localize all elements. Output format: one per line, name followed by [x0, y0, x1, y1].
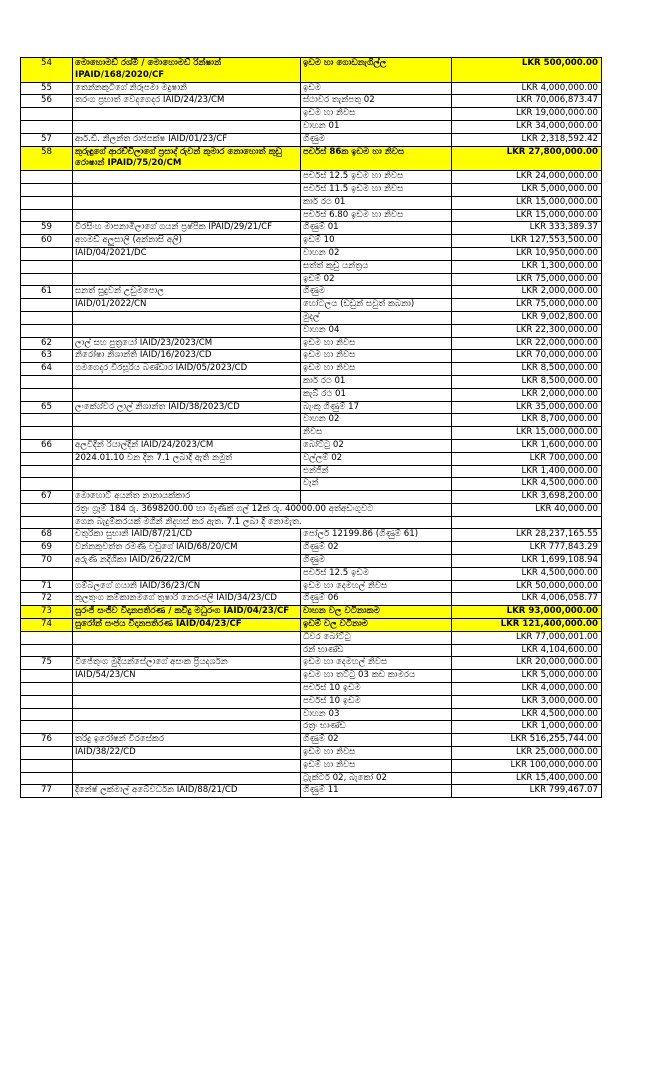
row-number-cell: 70	[21, 555, 73, 568]
asset-cell: ඉඩම හා නිවස	[301, 350, 452, 363]
row-number-cell: 60	[21, 235, 73, 248]
name-case-cell	[73, 695, 301, 708]
row-number-cell: 74	[21, 619, 73, 632]
amount-cell: LKR 19,000,000.00	[452, 108, 602, 121]
asset-cell: පර්චස් 10 ඉඩම	[301, 695, 452, 708]
row-number-cell	[21, 171, 73, 184]
row-number-cell: 73	[21, 606, 73, 619]
name-case-cell: අහමඩ් අලුසාලි (අන්නාසි අලි)	[73, 235, 301, 248]
name-case-cell	[73, 631, 301, 644]
asset-cell: වාහන 01	[301, 120, 452, 133]
amount-cell: LKR 100,000,000.00	[452, 759, 602, 772]
row-number-cell: 58	[21, 146, 73, 171]
row-number-cell	[21, 299, 73, 312]
table-row	[21, 555, 602, 568]
asset-cell: ඉඩම හා දෙමහල් නිවස	[301, 580, 452, 593]
table-row	[21, 247, 602, 260]
asset-cell: එන්ජින්	[301, 465, 452, 478]
table-row	[21, 503, 602, 516]
asset-cell: ඉඩම් 10	[301, 235, 452, 248]
table-row	[21, 427, 602, 440]
amount-cell: LKR 40,000.00	[452, 503, 602, 516]
amount-cell: LKR 24,000,000.00	[452, 171, 602, 184]
asset-cell: රත්‍රං භාණ්ඩ	[301, 721, 452, 734]
table-row	[21, 209, 602, 222]
amount-cell: LKR 2,000,000.00	[452, 388, 602, 401]
row-number-cell	[21, 324, 73, 337]
asset-cell: වාහන 02	[301, 247, 452, 260]
row-number-cell	[21, 478, 73, 491]
row-number-cell	[21, 311, 73, 324]
row-number-cell: 76	[21, 734, 73, 747]
amount-cell: LKR 70,000,000.00	[452, 350, 602, 363]
name-case-cell: දිනේෂ් ලක්මාල් අබේවර්ධන IAID/88/21/CD	[73, 785, 301, 798]
amount-cell: LKR 799,467.07	[452, 785, 602, 798]
amount-cell: LKR 15,400,000.00	[452, 772, 602, 785]
name-case-cell	[73, 721, 301, 734]
table-row	[21, 324, 602, 337]
table-row	[21, 82, 602, 95]
asset-cell: කාර් රථ 01	[301, 196, 452, 209]
amount-cell: LKR 1,699,108.94	[452, 555, 602, 568]
name-case-cell	[73, 324, 301, 337]
amount-cell: LKR 9,002,800.00	[452, 311, 602, 324]
table-row	[21, 529, 602, 542]
row-number-cell: 61	[21, 286, 73, 299]
name-case-cell	[73, 171, 301, 184]
amount-cell: LKR 1,000,000.00	[452, 721, 602, 734]
name-case-cell: IAID/04/2021/DC	[73, 247, 301, 260]
amount-cell: LKR 75,000,000.00	[452, 299, 602, 312]
name-case-cell: චතුරිකා සුභානි IAID/87/21/CD	[73, 529, 301, 542]
name-case-cell	[73, 427, 301, 440]
asset-cell: ට්‍රැක්ටර් 02, බැකෝ 02	[301, 772, 452, 785]
amount-cell: LKR 27,800,000.00	[452, 146, 602, 171]
row-number-cell: 66	[21, 439, 73, 452]
name-case-cell: වීරසිංහ මාපනාමිලාගේ ගයන් ප්‍රෂ්පික IPAID/29/21/CF	[73, 222, 301, 235]
asset-cell: ගිණුම් 02	[301, 734, 452, 747]
row-number-cell	[21, 772, 73, 785]
row-number-cell: 56	[21, 95, 73, 108]
table-row	[21, 683, 602, 696]
row-number-cell: 55	[21, 82, 73, 95]
name-case-cell: IAID/54/23/CN	[73, 670, 301, 683]
amount-cell: LKR 93,000,000.00	[452, 606, 602, 619]
name-case-cell	[73, 273, 301, 286]
table-row	[21, 747, 602, 760]
table-row	[21, 95, 602, 108]
asset-cell: පෝලර් 12199.86 (ගිණුම් 61)	[301, 529, 452, 542]
amount-cell: LKR 3,000,000.00	[452, 695, 602, 708]
table-row	[21, 439, 602, 452]
name-case-cell: IAID/38/22/CD	[73, 747, 301, 760]
name-case-cell: තරංග ප්‍රභාත් වෙදගෙදර IAID/24/23/CM	[73, 95, 301, 108]
name-case-cell	[73, 478, 301, 491]
row-number-cell	[21, 631, 73, 644]
table-row	[21, 260, 602, 273]
table-row	[21, 414, 602, 427]
row-number-cell	[21, 375, 73, 388]
asset-cell: පර්චස් 12.5 ඉඩම හා නිවස	[301, 171, 452, 184]
row-number-cell	[21, 567, 73, 580]
asset-table	[20, 57, 602, 798]
asset-cell: පර්චස් 6.80 ඉඩම හා නිවස	[301, 209, 452, 222]
asset-cell: බැංකු ගිණුම් 17	[301, 401, 452, 414]
name-case-cell: 2024.01.10 වන දින 7.1 ලබාදී ඇති නමුත්	[73, 452, 301, 465]
table-row	[21, 491, 602, 504]
asset-cell: ධීවර බෝට්ටු	[301, 631, 452, 644]
table-row	[21, 388, 602, 401]
table-row	[21, 286, 602, 299]
table-row	[21, 183, 602, 196]
row-number-cell	[21, 452, 73, 465]
name-case-cell: මොහොමඩ් රශ්මි / මොහොමඩ් රින්ෂාන් IPAID/168/2020/CF	[73, 58, 301, 83]
asset-cell: ඉඩම් වල වටිනාම	[301, 619, 452, 632]
amount-cell: LKR 15,000,000.00	[452, 209, 602, 222]
row-number-cell: 63	[21, 350, 73, 363]
row-number-cell	[21, 196, 73, 209]
asset-cell: ඉඩම හා දෙමහල් නිවස	[301, 657, 452, 670]
table-row	[21, 593, 602, 606]
asset-cell: ගිණුම	[301, 286, 452, 299]
asset-cell: බෝට්ටු 02	[301, 439, 452, 452]
table-row	[21, 337, 602, 350]
asset-cell: නිවස	[301, 427, 452, 440]
name-case-cell: IAID/01/2022/CN	[73, 299, 301, 312]
name-case-cell	[73, 209, 301, 222]
row-number-cell	[21, 427, 73, 440]
table-row	[21, 108, 602, 121]
row-number-cell: 54	[21, 58, 73, 83]
row-number-cell: 57	[21, 133, 73, 146]
amount-cell: LKR 3,698,200.00	[452, 491, 602, 504]
amount-cell: LKR 4,104,600.00	[452, 644, 602, 657]
table-row	[21, 363, 602, 376]
name-case-cell	[73, 414, 301, 427]
table-row	[21, 708, 602, 721]
table-row	[21, 759, 602, 772]
amount-cell: LKR 1,400,000.00	[452, 465, 602, 478]
asset-cell: සත්ත් කුඩු යන්ත්‍රය	[301, 260, 452, 273]
name-case-cell: අලවිදින් රියාල්දීන් IAID/24/2023/CM	[73, 439, 301, 452]
asset-cell: ගිණුම් 11	[301, 785, 452, 798]
amount-cell: LKR 500,000.00	[452, 58, 602, 83]
name-case-cell	[73, 183, 301, 196]
amount-cell: LKR 4,500,000.00	[452, 567, 602, 580]
row-number-cell: 69	[21, 542, 73, 555]
name-case-cell: තෙන්නකුටිගේ නිරූපමා මදුෂානි	[73, 82, 301, 95]
table-row	[21, 785, 602, 798]
row-number-cell: 77	[21, 785, 73, 798]
table-row	[21, 222, 602, 235]
amount-cell: LKR 34,000,000.00	[452, 120, 602, 133]
name-case-cell: මොහොට් අයන්ත නානායක්කාර	[73, 491, 301, 504]
row-number-cell	[21, 683, 73, 696]
name-case-cell: ආර්.ඩී. නිලන්ත රාජපක්ෂ IAID/01/23/CF	[73, 133, 301, 146]
asset-cell: ගිණුම	[301, 555, 452, 568]
table-row	[21, 721, 602, 734]
row-number-cell	[21, 759, 73, 772]
row-number-cell	[21, 108, 73, 121]
asset-cell: වාහන 02	[301, 414, 452, 427]
note-cell: ගෙන බැදුම්කරයක් මගින් නිදහස් කර ඇත. 7.1 ලබා දී නොමැත.	[73, 516, 452, 529]
name-case-cell	[73, 772, 301, 785]
table-row	[21, 58, 602, 83]
amount-cell: LKR 70,006,873.47	[452, 95, 602, 108]
name-case-cell: සනත් සුදුවන් උඩුමපොල	[73, 286, 301, 299]
table-row	[21, 542, 602, 555]
amount-cell: LKR 35,000,000.00	[452, 401, 602, 414]
amount-cell: LKR 4,500,000.00	[452, 478, 602, 491]
amount-cell: LKR 4,000,000.00	[452, 683, 602, 696]
asset-cell: හෝටලය (ඩඩුන් සවුත් කබනා)	[301, 299, 452, 312]
asset-cell: ඉඩම හා තට්ටු 03 කඩ කාමරය	[301, 670, 452, 683]
asset-cell: ඉඩම හා නිවස	[301, 747, 452, 760]
asset-cell	[301, 491, 452, 504]
table-row	[21, 580, 602, 593]
table-row	[21, 567, 602, 580]
row-number-cell	[21, 708, 73, 721]
amount-cell: LKR 8,700,000.00	[452, 414, 602, 427]
name-case-cell	[73, 465, 301, 478]
name-case-cell	[73, 375, 301, 388]
row-number-cell	[21, 503, 73, 516]
asset-cell: ඉඩම් 02	[301, 273, 452, 286]
row-number-cell: 72	[21, 593, 73, 606]
row-number-cell	[21, 209, 73, 222]
table-row	[21, 299, 602, 312]
table-row	[21, 606, 602, 619]
amount-cell: LKR 4,006,058.77	[452, 593, 602, 606]
amount-cell: LKR 28,237,165.55	[452, 529, 602, 542]
name-case-cell: කුලතුංග කම්කානමගේ තුෂාරි නෙරංජලී IAID/34/23/CD	[73, 593, 301, 606]
row-number-cell: 62	[21, 337, 73, 350]
asset-cell: වෑන්	[301, 478, 452, 491]
asset-cell: පර්චස් 12.5 ඉඩම	[301, 567, 452, 580]
row-number-cell: 59	[21, 222, 73, 235]
table-row	[21, 516, 602, 529]
asset-cell: වාහන 03	[301, 708, 452, 721]
amount-cell: LKR 777,843.29	[452, 542, 602, 555]
row-number-cell	[21, 183, 73, 196]
amount-cell: LKR 4,500,000.00	[452, 708, 602, 721]
amount-cell: LKR 77,000,001.00	[452, 631, 602, 644]
asset-cell: ඉඩම	[301, 82, 452, 95]
amount-cell: LKR 5,000,000.00	[452, 183, 602, 196]
table-row	[21, 146, 602, 171]
row-number-cell	[21, 414, 73, 427]
asset-cell: ඉඩම් හා නිවස	[301, 759, 452, 772]
row-number-cell	[21, 695, 73, 708]
row-number-cell	[21, 465, 73, 478]
amount-cell: LKR 516,255,744.00	[452, 734, 602, 747]
asset-cell: පර්චස් 86ක ඉඩම හා නිවස	[301, 146, 452, 171]
name-case-cell: කුරුඳුගේ ආරච්චිලාගේ ප්‍රසාද් රුවන් කුමාර නොහොත් කුඩු රොෂාන් IPAID/75/20/CM	[73, 146, 301, 171]
table-row	[21, 644, 602, 657]
amount-cell: LKR 1,600,000.00	[452, 439, 602, 452]
row-number-cell: 68	[21, 529, 73, 542]
amount-cell: LKR 75,000,000.00	[452, 273, 602, 286]
table-row	[21, 695, 602, 708]
table-row	[21, 196, 602, 209]
asset-cell: ගිණුම	[301, 133, 452, 146]
name-case-cell	[73, 708, 301, 721]
table-row	[21, 311, 602, 324]
name-case-cell	[73, 196, 301, 209]
amount-cell: LKR 20,000,000.00	[452, 657, 602, 670]
name-case-cell: විජේතුංග මුදියන්සේලාගේ අසංක ප්‍රියදර්ශන	[73, 657, 301, 670]
asset-table-body	[21, 58, 602, 798]
amount-cell: LKR 25,000,000.00	[452, 747, 602, 760]
table-row	[21, 478, 602, 491]
row-number-cell: 64	[21, 363, 73, 376]
name-case-cell: ගම්බලගේ ගයානි IAID/36/23/CN	[73, 580, 301, 593]
name-case-cell	[73, 567, 301, 580]
amount-cell: LKR 333,389.37	[452, 222, 602, 235]
name-case-cell	[73, 388, 301, 401]
asset-cell: ගිණුම් 01	[301, 222, 452, 235]
amount-cell: LKR 15,000,000.00	[452, 427, 602, 440]
amount-cell: LKR 15,000,000.00	[452, 196, 602, 209]
amount-cell: LKR 8,500,000.00	[452, 363, 602, 376]
asset-cell: වල්ලම් 02	[301, 452, 452, 465]
amount-cell	[452, 516, 602, 529]
table-row	[21, 235, 602, 248]
asset-cell: මුදල්	[301, 311, 452, 324]
asset-cell: වාහන 04	[301, 324, 452, 337]
table-row	[21, 657, 602, 670]
name-case-cell: සුරෝන් සංජය විදානපතිරණ IAID/04/23/CF	[73, 619, 301, 632]
asset-cell: පර්චස් 11.5 ඉඩම හා නිවස	[301, 183, 452, 196]
row-number-cell: 75	[21, 657, 73, 670]
row-number-cell	[21, 388, 73, 401]
table-row	[21, 631, 602, 644]
amount-cell: LKR 22,300,000.00	[452, 324, 602, 337]
asset-cell: කැබ් රථ 01	[301, 388, 452, 401]
row-number-cell	[21, 644, 73, 657]
name-case-cell	[73, 120, 301, 133]
name-case-cell	[73, 644, 301, 657]
amount-cell: LKR 10,950,000.00	[452, 247, 602, 260]
asset-cell: පර්චස් 10 ඉඩම	[301, 683, 452, 696]
asset-cell: ස්ථාවර තැන්පතු 02	[301, 95, 452, 108]
row-number-cell: 67	[21, 491, 73, 504]
table-row	[21, 401, 602, 414]
asset-cell: ඉඩම හා නිවස	[301, 363, 452, 376]
asset-cell: කාර් රථ 01	[301, 375, 452, 388]
row-number-cell	[21, 120, 73, 133]
amount-cell: LKR 4,000,000.00	[452, 82, 602, 95]
name-case-cell: ලාල් සහ පුත්‍රයෝ IAID/23/2023/CM	[73, 337, 301, 350]
name-case-cell: වන්නකුවත්ත රමණි වඩුගේ IAID/68/20/CM	[73, 542, 301, 555]
name-case-cell	[73, 260, 301, 273]
table-row	[21, 465, 602, 478]
asset-cell: වාහන වල වටිනාකම	[301, 606, 452, 619]
table-row	[21, 350, 602, 363]
asset-cell: ඉඩම හා නිවස	[301, 337, 452, 350]
asset-cell: ඉඩම හා නිවස	[301, 108, 452, 121]
row-number-cell	[21, 721, 73, 734]
table-row	[21, 619, 602, 632]
name-case-cell: තරිදු ඉරෝෂන් වීරසේකර	[73, 734, 301, 747]
row-number-cell: 65	[21, 401, 73, 414]
row-number-cell	[21, 670, 73, 683]
amount-cell: LKR 700,000.00	[452, 452, 602, 465]
asset-cell: රන් භාණ්ඩ	[301, 644, 452, 657]
name-case-cell	[73, 108, 301, 121]
table-row	[21, 670, 602, 683]
name-case-cell	[73, 759, 301, 772]
row-number-cell	[21, 747, 73, 760]
amount-cell: LKR 121,400,000.00	[452, 619, 602, 632]
name-case-cell	[73, 683, 301, 696]
name-case-cell: නිරෝෂා නිශාන්ති IAID/16/2023/CD	[73, 350, 301, 363]
amount-cell: LKR 50,000,000.00	[452, 580, 602, 593]
amount-cell: LKR 8,500,000.00	[452, 375, 602, 388]
asset-cell: ගිණුම් 02	[301, 542, 452, 555]
name-case-cell: ගමගෙදර වීරසූරිය බණ්ඩාර IAID/05/2023/CD	[73, 363, 301, 376]
asset-cell: ඉඩම හා ගොඩනැගිල්ල	[301, 58, 452, 83]
row-number-cell	[21, 260, 73, 273]
amount-cell: LKR 5,000,000.00	[452, 670, 602, 683]
name-case-cell: ලංකේශ්වර ලාල් නිශාන්ත IAID/38/2023/CD	[73, 401, 301, 414]
table-row	[21, 734, 602, 747]
table-row	[21, 772, 602, 785]
row-number-cell	[21, 273, 73, 286]
amount-cell: LKR 2,318,592.42	[452, 133, 602, 146]
table-row	[21, 375, 602, 388]
asset-cell: ගිණුම් 06	[301, 593, 452, 606]
amount-cell: LKR 127,553,500.00	[452, 235, 602, 248]
table-row	[21, 133, 602, 146]
row-number-cell	[21, 247, 73, 260]
table-row	[21, 452, 602, 465]
table-row	[21, 171, 602, 184]
amount-cell: LKR 1,300,000.00	[452, 260, 602, 273]
amount-cell: LKR 2,000,000.00	[452, 286, 602, 299]
amount-cell: LKR 22,000,000.00	[452, 337, 602, 350]
row-number-cell: 71	[21, 580, 73, 593]
name-case-cell	[73, 311, 301, 324]
row-number-cell	[21, 516, 73, 529]
table-row	[21, 273, 602, 286]
note-cell: රත්‍රං ග්‍රෑම් 184 රු. 3698200.00 හා මැණික් ගල් 12ක් රු. 40000.00 අත්අඩංගුවට	[73, 503, 452, 516]
table-row	[21, 120, 602, 133]
name-case-cell: අරුණි නදිශිකා IAID/26/22/CM	[73, 555, 301, 568]
name-case-cell: සුරංජි සංජීව විදානපතිරණ / කවිදු මධුරංග IAID/04/23/CF	[73, 606, 301, 619]
